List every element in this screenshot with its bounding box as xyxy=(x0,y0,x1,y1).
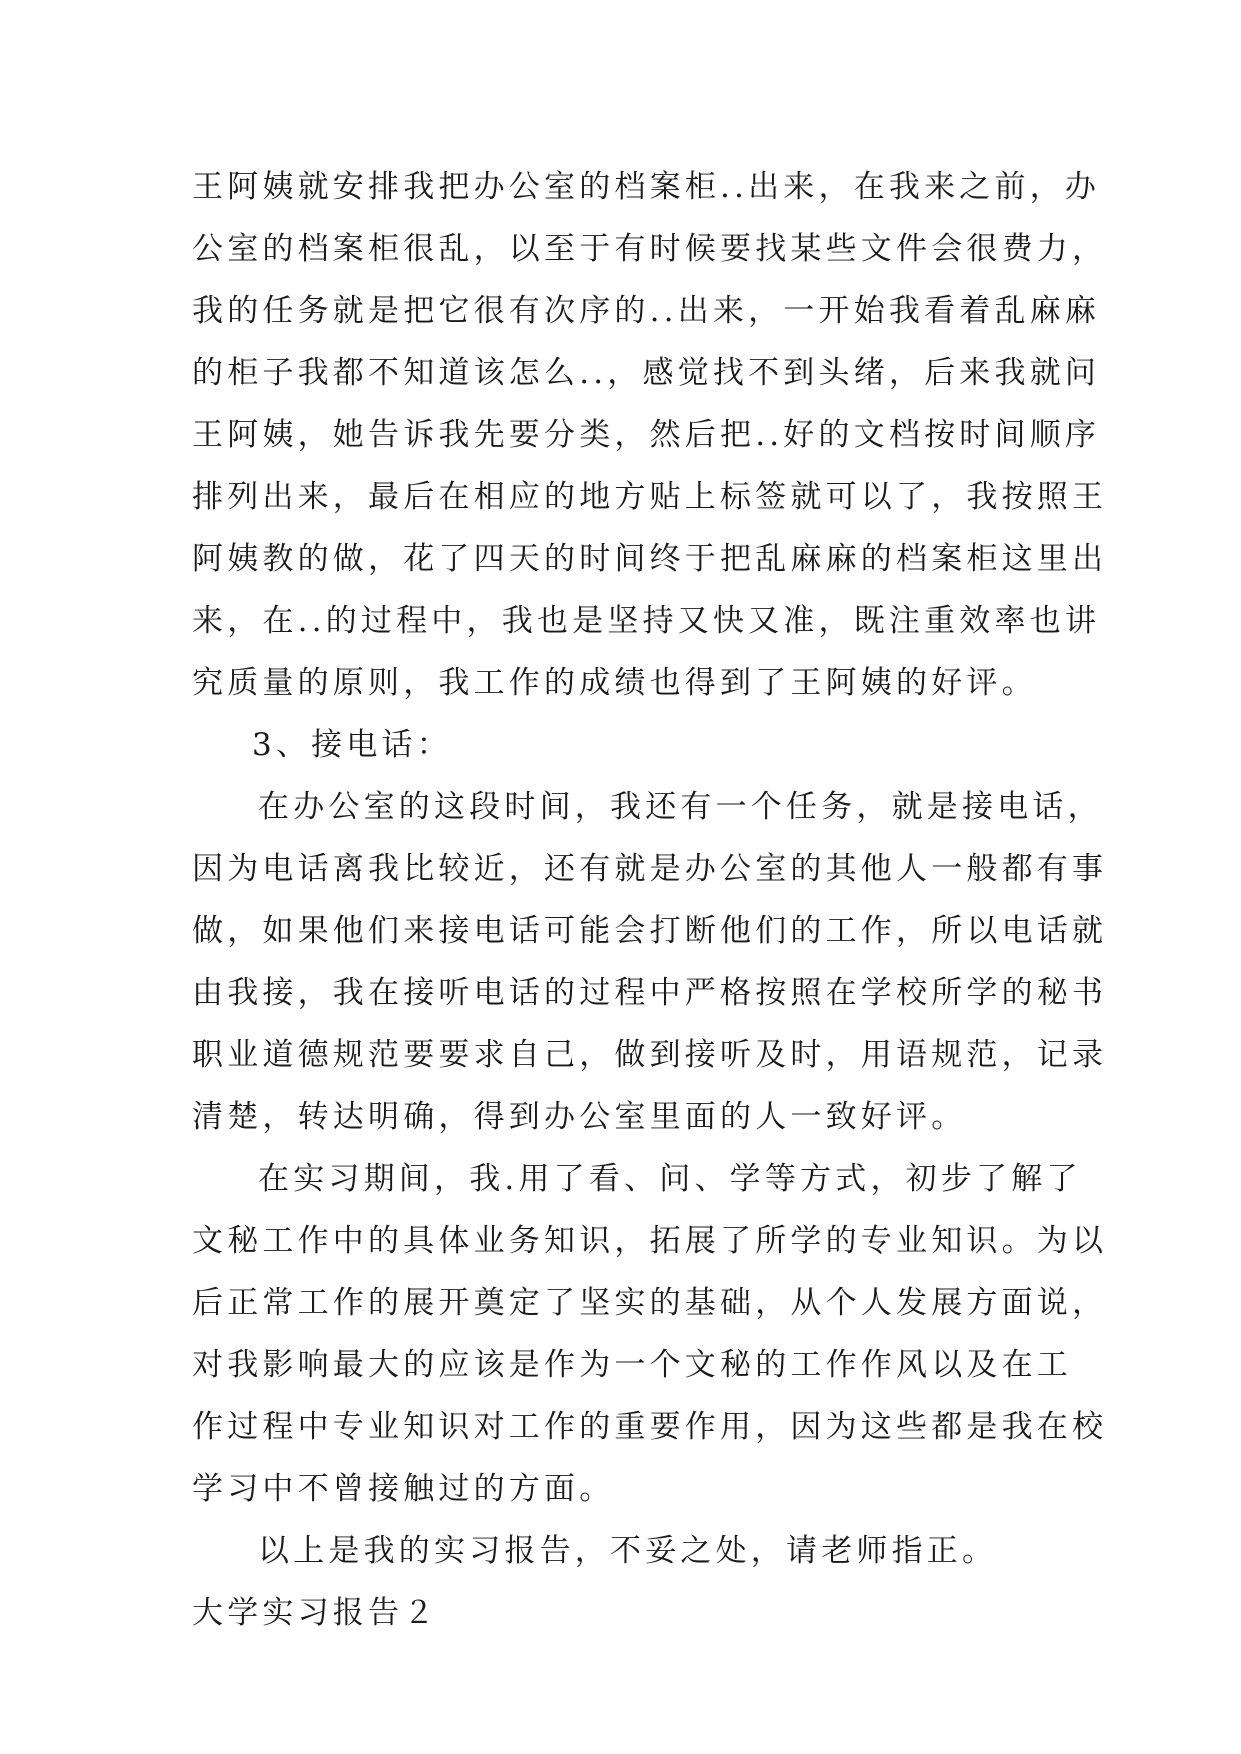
text-line: 来，在..的过程中，我也是坚持又快又准，既注重效率也讲 xyxy=(192,603,1101,639)
paragraph-closing xyxy=(192,1520,1072,1582)
text-line: 阿姨教的做，花了四天的时间终于把乱麻麻的档案柜这里出 xyxy=(192,541,1108,577)
section-title: 大学实习报告２ xyxy=(192,1595,439,1631)
text-line: 文秘工作中的具体业务知识，拓展了所学的专业知识。为以 xyxy=(192,1223,1108,1259)
text-line: 究质量的原则，我工作的成绩也得到了王阿姨的好评。 xyxy=(192,665,1037,701)
text-line: 我的任务就是把它很有次序的..出来，一开始我看着乱麻麻 xyxy=(192,293,1101,329)
section-heading: 3、接电话： xyxy=(252,727,452,763)
document-body xyxy=(192,156,1108,1644)
text-line: 在办公室的这段时间，我还有一个任务，就是接电话， xyxy=(258,789,1103,825)
text-line: 作过程中专业知识对工作的重要作用，因为这些都是我在校 xyxy=(192,1409,1108,1445)
text-line: 对我影响最大的应该是作为一个文秘的工作作风以及在工 xyxy=(192,1347,1072,1383)
text-line: 王阿姨，她告诉我先要分类，然后把..好的文档按时间顺序 xyxy=(192,417,1101,453)
text-line: 排列出来，最后在相应的地方贴上标签就可以了，我按照王 xyxy=(192,479,1108,515)
text-line: 职业道德规范要要求自己，做到接听及时，用语规范，记录 xyxy=(192,1037,1108,1073)
text-line: 清楚，转达明确，得到办公室里面的人一致好评。 xyxy=(192,1099,967,1135)
text-line: 由我接，我在接听电话的过程中严格按照在学校所学的秘书 xyxy=(192,975,1108,1011)
text-line: 学习中不曾接触过的方面。 xyxy=(192,1471,615,1507)
text-line: 王阿姨就安排我把办公室的档案柜..出来，在我来之前，办 xyxy=(192,169,1101,205)
heading-answer-phone xyxy=(192,714,1072,776)
section-title-report-2 xyxy=(192,1582,1072,1644)
text-line: 公室的档案柜很乱，以至于有时候要找某些文件会很费力， xyxy=(192,231,1108,267)
text-line: 以上是我的实习报告，不妥之处，请老师指正。 xyxy=(258,1533,998,1569)
text-line: 的柜子我都不知道该怎么..，感觉找不到头绪，后来我就问 xyxy=(192,355,1101,391)
text-line: 在实习期间，我.用了看、问、学等方式，初步了解了 xyxy=(258,1161,1082,1197)
paragraph-phone-task xyxy=(192,776,1108,1148)
paragraph-internship-summary xyxy=(192,1148,1108,1520)
paragraph-archive-task xyxy=(192,156,1108,714)
text-line: 做，如果他们来接电话可能会打断他们的工作，所以电话就 xyxy=(192,913,1108,949)
text-line: 后正常工作的展开奠定了坚实的基础，从个人发展方面说， xyxy=(192,1285,1108,1321)
text-line: 因为电话离我比较近，还有就是办公室的其他人一般都有事 xyxy=(192,851,1108,887)
